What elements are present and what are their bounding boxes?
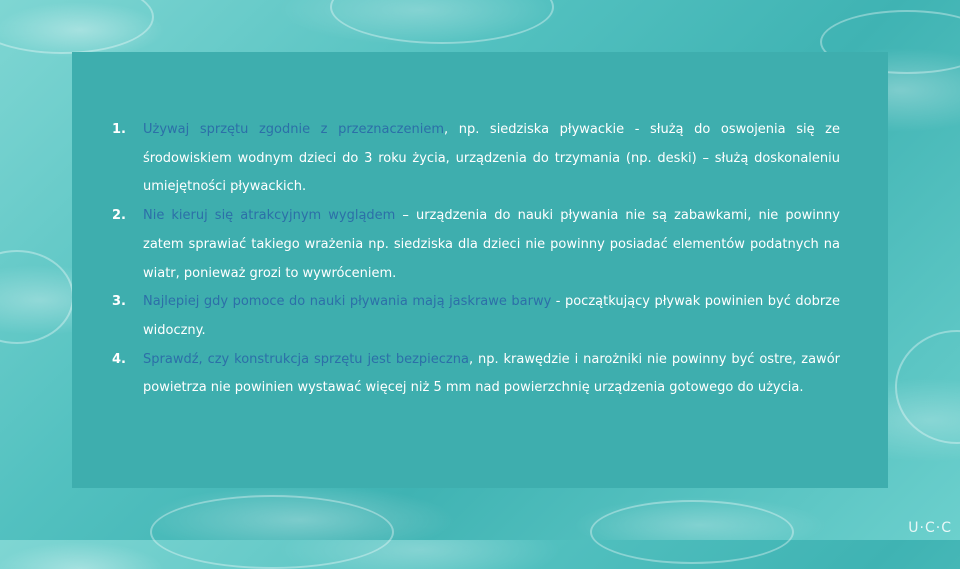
- water-caustic: [590, 500, 794, 564]
- content-panel: [72, 52, 888, 488]
- item-highlight: Najlepiej gdy pomoce do nauki pływania mają jaskrawe barwy: [143, 294, 552, 310]
- list-item: [112, 116, 840, 202]
- item-text: – urządzenia do nauki pływania nie są zabawkami, nie powinny zatem sprawiać takiego wrażenia np. siedziska dla dzieci nie powinny posiadać elementów podatnych na wiatr, ponieważ grozi to wywróceniem.: [143, 208, 840, 281]
- water-caustic: [895, 330, 960, 444]
- water-caustic: [0, 250, 74, 344]
- water-caustic: [150, 495, 394, 569]
- item-highlight: Sprawdź, czy konstrukcja sprzętu jest bezpieczna: [143, 351, 469, 367]
- item-number: 3.: [112, 294, 126, 310]
- logo: U·C·C: [908, 520, 952, 536]
- item-number: 2.: [112, 208, 126, 224]
- item-highlight: Używaj sprzętu zgodnie z przeznaczeniem: [143, 122, 444, 137]
- item-text: , np. krawędzie i narożniki nie powinny być ostre, zawór powietrza nie powinien wystawać więcej niż 5 mm nad powierzchnię urządzenia gotowego do użycia.: [143, 351, 840, 396]
- item-highlight: Nie kieruj się atrakcyjnym wyglądem: [143, 208, 396, 224]
- item-number: 1.: [112, 122, 126, 137]
- list-item: [112, 346, 840, 403]
- water-caustic: [330, 0, 554, 44]
- item-number: 4.: [112, 351, 126, 367]
- safety-tips-list: [112, 116, 840, 403]
- list-item: [112, 202, 840, 288]
- item-text: , np. siedziska pływackie - służą do oswojenia się ze środowiskiem wodnym dzieci do 3 roku życia, urządzenia do trzymania (np. deski) – służą doskonaleniu umiejętności pływackich.: [143, 122, 840, 195]
- water-caustic: [0, 0, 154, 54]
- item-text: - początkujący pływak powinien być dobrze widoczny.: [143, 294, 840, 338]
- list-item: [112, 288, 840, 345]
